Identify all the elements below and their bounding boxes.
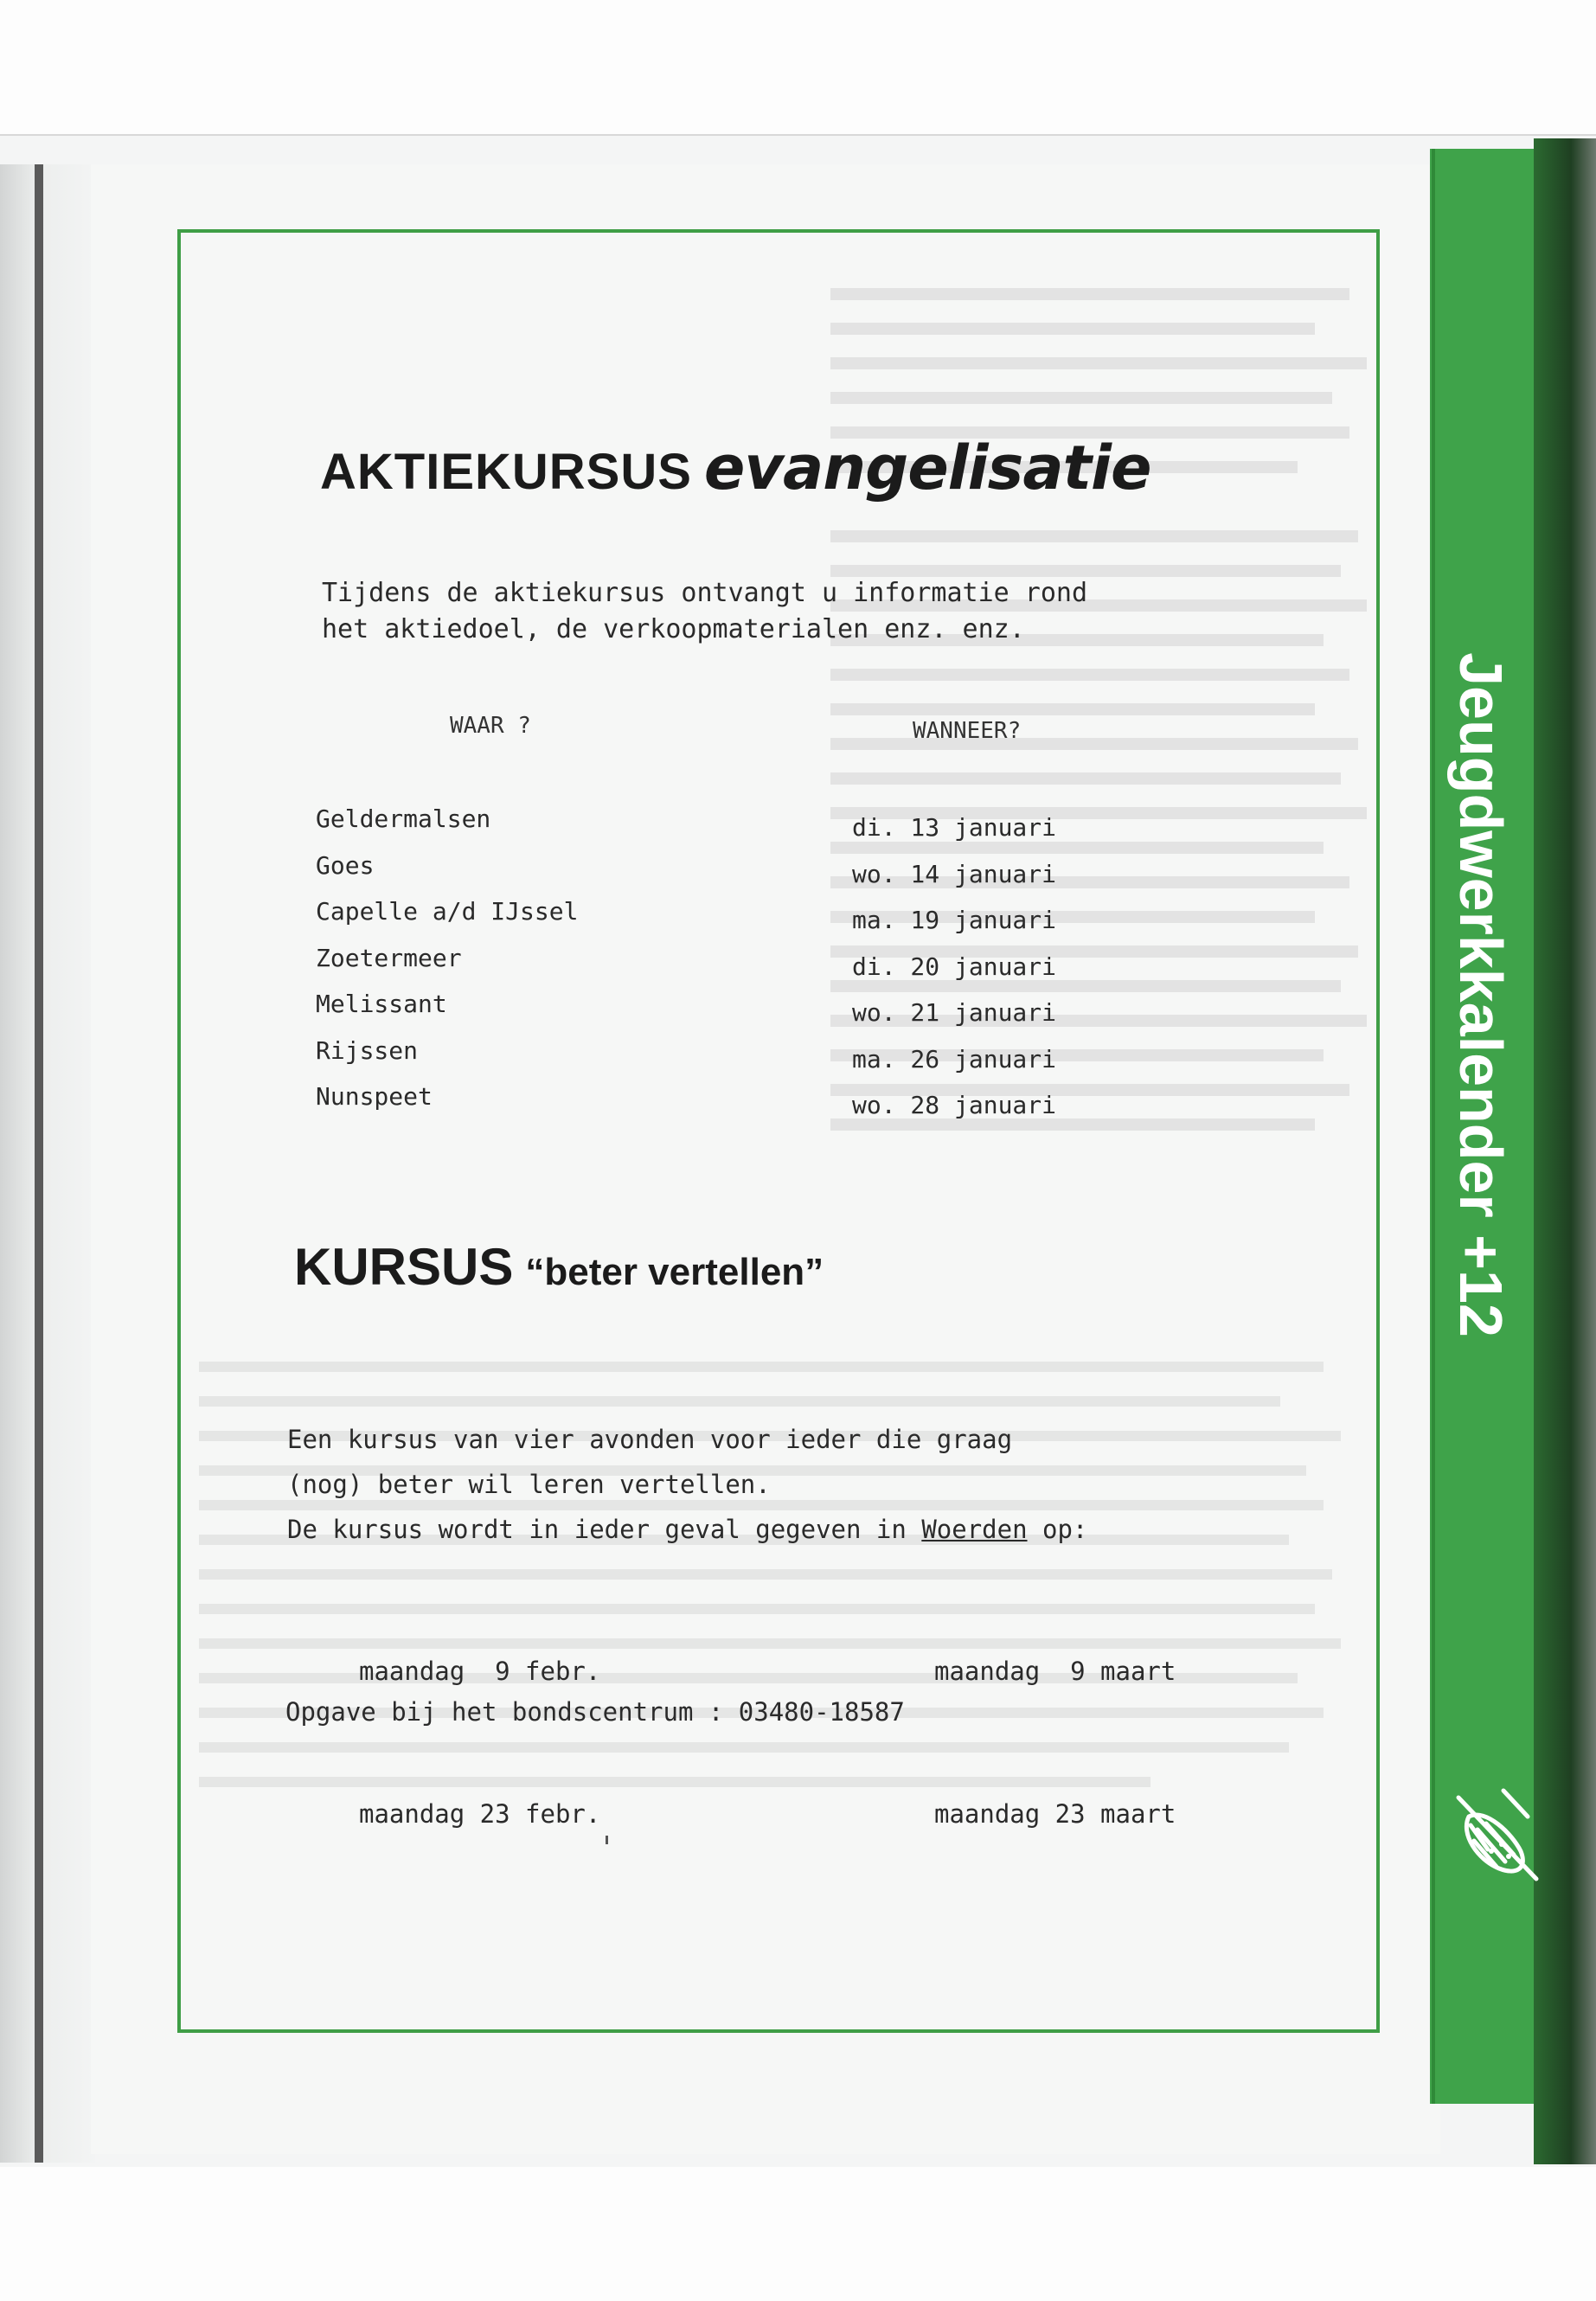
kursus-title xyxy=(294,1237,824,1297)
column-header-where: WAAR ? xyxy=(450,713,531,739)
kursus-body xyxy=(287,1417,1087,1552)
title-plain: AKTIEKURSUS xyxy=(320,444,692,500)
binder-spine-line xyxy=(35,164,43,2163)
kursus-location: Woerden xyxy=(921,1515,1028,1544)
scan-speck xyxy=(606,1836,608,1844)
kursus-line-3-post: op: xyxy=(1027,1515,1088,1544)
basket-logo-drawing xyxy=(1452,1782,1547,1894)
schedule-date: maandag 23 febr. xyxy=(359,1799,601,1829)
place-item: Nunspeet xyxy=(316,1082,433,1111)
intro-line-2: het aktiedoel, de verkoopmaterialen enz. enz. xyxy=(322,614,1025,644)
schedule-date: maandag 9 maart xyxy=(934,1657,1176,1686)
side-tab-label: Jeugdwerkkalender +12 xyxy=(1447,652,1515,1337)
date-item: wo. 21 januari xyxy=(852,998,1057,1027)
place-item: Goes xyxy=(316,850,375,880)
kursus-line-1: Een kursus van vier avonden voor ieder die graag xyxy=(287,1425,1013,1454)
title-italic: evangelisatie xyxy=(703,433,1151,503)
place-item: Rijssen xyxy=(316,1035,419,1065)
binder-left-edge xyxy=(0,164,95,2163)
intro-text xyxy=(322,575,1087,648)
place-item: Capelle a/d IJssel xyxy=(316,897,579,926)
date-item: di. 20 januari xyxy=(852,952,1057,981)
kursus-title-big: KURSUS xyxy=(294,1238,514,1296)
place-item: Zoetermeer xyxy=(316,943,462,972)
aktiekursus-title xyxy=(320,433,1151,503)
side-tab-edge xyxy=(1432,149,1435,2104)
date-item: wo. 14 januari xyxy=(852,859,1057,888)
intro-line-1: Tijdens de aktiekursus ontvangt u informatie rond xyxy=(322,578,1088,608)
kursus-line-2: (nog) beter wil leren vertellen. xyxy=(287,1470,771,1499)
date-item: ma. 19 januari xyxy=(852,906,1057,934)
contact-line: Opgave bij het bondscentrum : 03480-18587 xyxy=(285,1697,905,1727)
schedule-date: maandag 9 febr. xyxy=(359,1657,601,1686)
kursus-title-small: “beter vertellen” xyxy=(525,1251,824,1293)
places-list xyxy=(316,796,578,1120)
date-item: di. 13 januari xyxy=(852,813,1057,842)
dates-list xyxy=(852,804,1056,1129)
kursus-line-3-pre: De kursus wordt in ieder geval gegeven in xyxy=(287,1515,922,1544)
place-item: Melissant xyxy=(316,990,447,1018)
column-header-when: WANNEER? xyxy=(913,718,1022,744)
schedule-right xyxy=(934,1553,1176,1886)
date-item: ma. 26 januari xyxy=(852,1044,1057,1074)
place-item: Geldermalsen xyxy=(316,804,491,833)
schedule-date: maandag 23 maart xyxy=(934,1799,1176,1829)
basket-logo-icon xyxy=(1452,1782,1547,1894)
date-item: wo. 28 januari xyxy=(852,1091,1057,1119)
